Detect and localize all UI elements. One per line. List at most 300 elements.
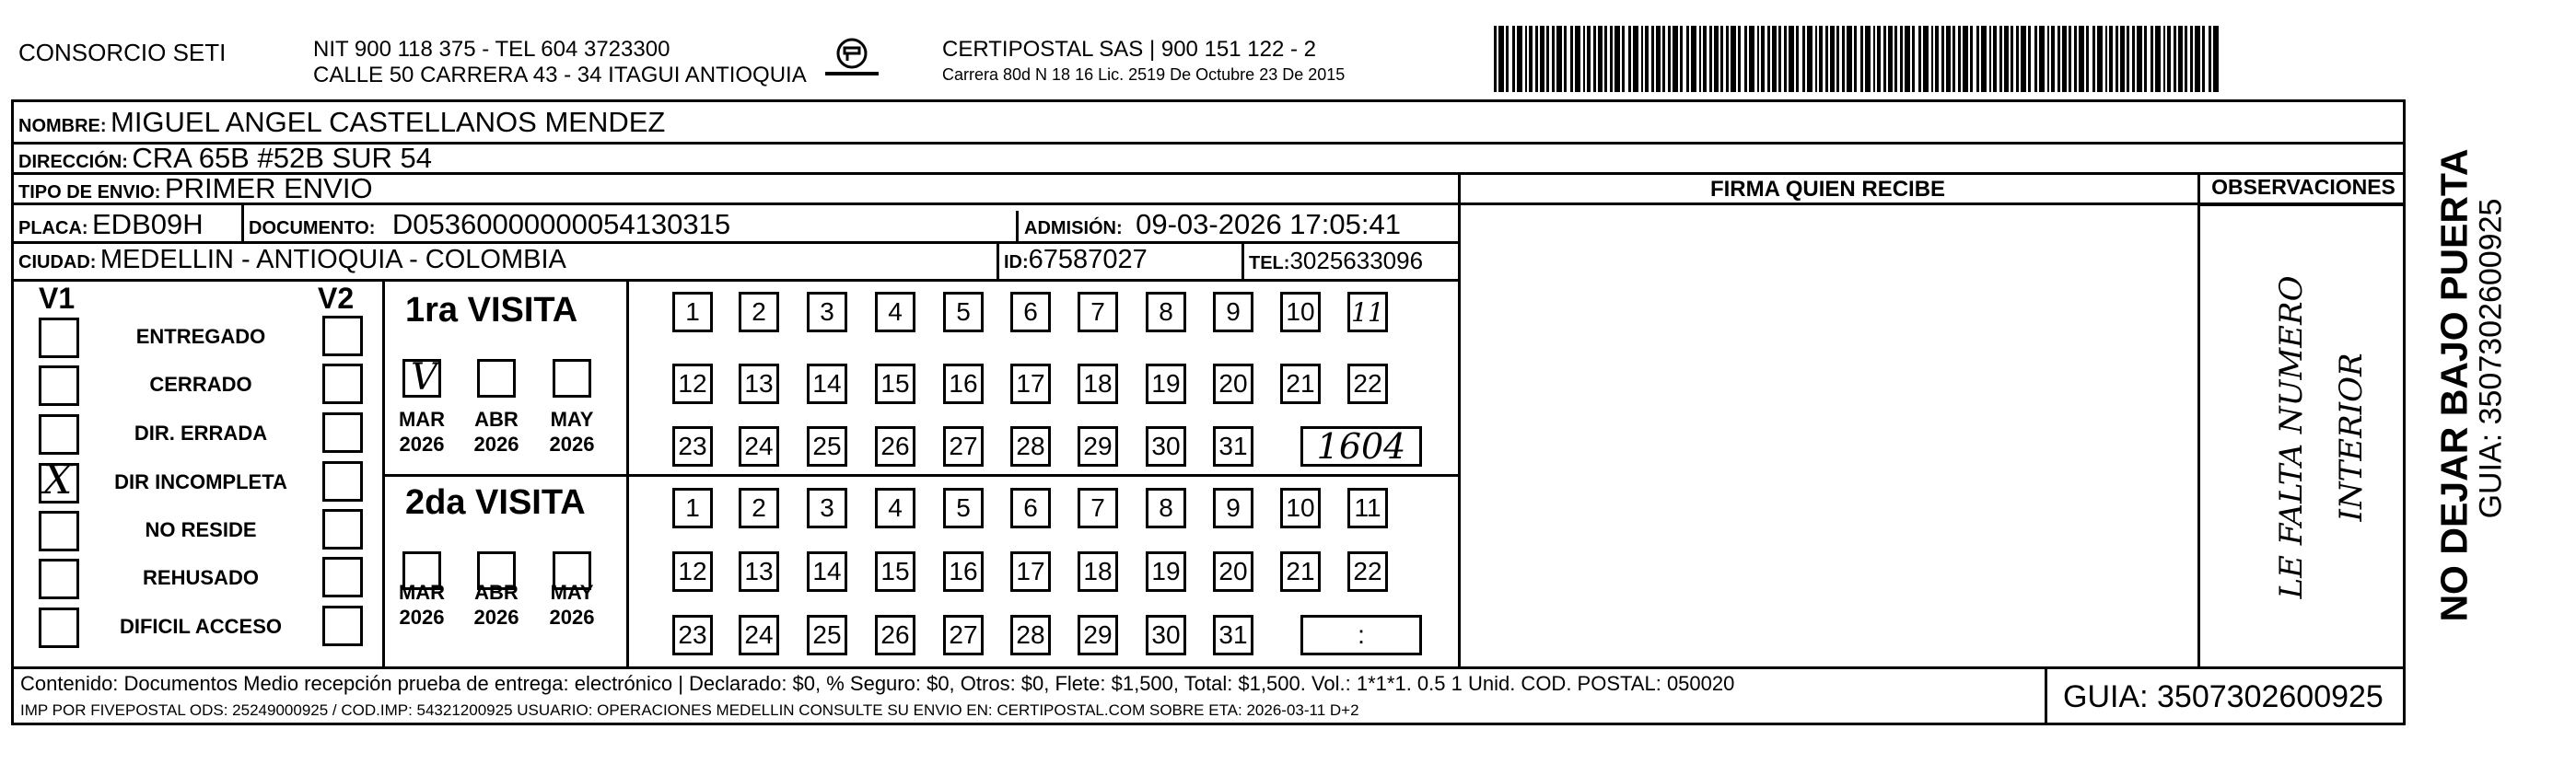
barcode-bar — [2028, 26, 2031, 92]
day-box[interactable] — [1146, 292, 1186, 332]
barcode-bar — [1517, 26, 1522, 92]
day-number: 11 — [1354, 493, 1381, 522]
day-number: 13 — [744, 557, 774, 585]
v2-checkbox[interactable] — [322, 606, 363, 646]
barcode-bar — [1873, 26, 1875, 92]
status-label: DIR INCOMPLETA — [114, 470, 287, 493]
barcode-bar — [1905, 26, 1910, 92]
day-number: 5 — [956, 297, 971, 326]
barcode-bar — [1918, 26, 1921, 92]
v1-checkbox[interactable] — [39, 608, 79, 648]
day-number: 25 — [812, 432, 842, 460]
day-box[interactable] — [1078, 292, 1118, 332]
day-number: 22 — [1353, 369, 1382, 398]
sender-nit: NIT 900 118 375 - TEL 604 3723300 — [313, 37, 670, 62]
day-box[interactable] — [1347, 364, 1388, 404]
barcode-bar — [2105, 26, 2107, 92]
day-number: 3 — [820, 493, 834, 522]
v1-checkbox[interactable] — [39, 365, 79, 406]
tel-value: 3025633096 — [1289, 247, 1424, 274]
day-box[interactable] — [672, 364, 713, 404]
barcode-bar — [1963, 26, 1968, 92]
day-number: 7 — [1090, 493, 1105, 522]
day-number: 20 — [1218, 557, 1248, 585]
barcode-bar — [1993, 26, 1997, 92]
day-number: 16 — [949, 369, 978, 398]
barcode-bar — [1506, 26, 1509, 92]
month-checkbox[interactable] — [402, 356, 441, 399]
day-box[interactable] — [739, 364, 779, 404]
observation-line-1: LE FALTA NUMERO — [2273, 275, 2310, 599]
barcode-bar — [1970, 26, 1973, 92]
barcode-bar — [2195, 26, 2200, 92]
day-box[interactable] — [943, 551, 984, 592]
time-value: : — [1358, 620, 1365, 649]
day-number: 12 — [678, 369, 707, 398]
month-name: MAR — [398, 408, 446, 431]
document-value: D05360000000054130315 — [391, 208, 731, 240]
barcode-bar — [1656, 26, 1661, 92]
day-number: 14 — [812, 369, 842, 398]
barcode-bar — [1668, 26, 1671, 92]
city-value: MEDELLIN - ANTIOQUIA - COLOMBIA — [99, 245, 566, 274]
day-box[interactable] — [875, 426, 915, 467]
barcode-bar — [1570, 26, 1573, 92]
observations-header: OBSERVACIONES — [2211, 175, 2395, 199]
day-number: 6 — [1023, 493, 1038, 522]
barcode-bar — [1989, 26, 1991, 92]
day-box[interactable] — [875, 615, 915, 655]
month-name: MAY — [550, 408, 594, 431]
barcode-bar — [2021, 26, 2026, 92]
barcode-bar — [1720, 26, 1723, 92]
day-box[interactable] — [875, 551, 915, 592]
barcode-bar — [1714, 26, 1719, 92]
v2-label: V2 — [318, 282, 355, 315]
recipient-address: CRA 65B #52B SUR 54 — [132, 142, 433, 174]
barcode-bar — [1583, 26, 1585, 92]
barcode-bar — [1598, 26, 1603, 92]
barcode-bar — [1699, 26, 1701, 92]
day-number: 16 — [949, 557, 978, 585]
barcode-bar — [1802, 26, 1805, 92]
day-number: 2 — [752, 493, 766, 522]
barcode-bar — [1525, 26, 1527, 92]
barcode-bar — [1587, 26, 1591, 92]
month-label — [540, 407, 604, 457]
day-number: 9 — [1226, 297, 1241, 326]
v1-checkbox[interactable] — [39, 559, 79, 599]
barcode-bar — [1976, 26, 1979, 92]
day-box[interactable] — [1010, 426, 1051, 467]
barcode-bar — [1883, 26, 1886, 92]
barcode-bar — [1807, 26, 1813, 92]
day-box[interactable] — [1213, 292, 1253, 332]
time-box[interactable] — [1300, 426, 1422, 467]
barcode-bar — [2174, 26, 2176, 92]
barcode-bar — [2137, 26, 2142, 92]
barcode-bar — [1815, 26, 1817, 92]
day-number: 30 — [1151, 432, 1181, 460]
barcode-bar — [1999, 26, 2002, 92]
barcode-bar — [1789, 26, 1794, 92]
admission-value: 09-03-2026 17:05:41 — [1136, 208, 1401, 240]
day-number: 27 — [949, 620, 978, 649]
observations-handwritten — [2199, 207, 2404, 666]
day-box[interactable] — [739, 292, 779, 332]
id-label: ID: — [1004, 252, 1029, 272]
plate-label: PLACA: — [18, 218, 88, 238]
day-box[interactable] — [943, 488, 984, 528]
month-year: 2026 — [473, 606, 519, 629]
day-box[interactable] — [1347, 292, 1388, 332]
barcode-bar — [1662, 26, 1665, 92]
barcode-bar — [1923, 26, 1929, 92]
barcode-bar — [1540, 26, 1544, 92]
barcode-bar — [1529, 26, 1533, 92]
barcode-bar — [2178, 26, 2183, 92]
imp-line: IMP POR FIVEPOSTAL ODS: 25249000925 / COD.IMP: 54321200925 USUARIO: OPERACIONES MEDELLIN CONSULTE SU ENVIO EN: CERTIPOSTAL.COM SOBRE ETA: 2026-03-11 D+2 — [20, 701, 1359, 719]
day-box[interactable] — [807, 615, 847, 655]
day-box[interactable] — [1347, 488, 1388, 528]
day-number: 26 — [880, 620, 910, 649]
barcode-bar — [1836, 26, 1839, 92]
day-box[interactable] — [739, 426, 779, 467]
day-number: 22 — [1353, 557, 1382, 585]
day-number: 10 — [1286, 493, 1315, 522]
day-box[interactable] — [943, 292, 984, 332]
day-box[interactable] — [1347, 551, 1388, 592]
barcode-bar — [1825, 26, 1828, 92]
day-box[interactable] — [875, 292, 915, 332]
barcode-bar — [1645, 26, 1649, 92]
status-label: REHUSADO — [143, 566, 259, 589]
barcode-bar — [1830, 26, 1835, 92]
day-box[interactable] — [1010, 488, 1051, 528]
v1-check-mark: X — [43, 457, 73, 504]
v2-checkbox[interactable] — [322, 412, 363, 453]
day-number: 15 — [880, 369, 910, 398]
day-number: 31 — [1218, 620, 1248, 649]
day-box[interactable] — [672, 615, 713, 655]
barcode-bar — [1854, 26, 1857, 92]
barcode-bar — [1535, 26, 1538, 92]
barcode-bar — [1941, 26, 1944, 92]
month-check-mark: V — [411, 356, 437, 399]
month-label — [540, 580, 604, 630]
day-number: 8 — [1159, 297, 1173, 326]
barcode-bar — [1651, 26, 1654, 92]
v1-checkbox[interactable] — [39, 511, 79, 551]
barcode-bar — [1512, 26, 1515, 92]
day-number: 18 — [1083, 557, 1113, 585]
day-number: 3 — [820, 297, 834, 326]
v1-label: V1 — [39, 282, 76, 315]
barcode-bar — [1767, 26, 1770, 92]
barcode-bar — [1935, 26, 1939, 92]
day-number: 28 — [1016, 620, 1045, 649]
day-box[interactable] — [1280, 551, 1321, 592]
barcode-bar — [1757, 26, 1759, 92]
day-number: 20 — [1218, 369, 1248, 398]
day-box[interactable] — [1078, 426, 1118, 467]
day-number: 1 — [685, 493, 700, 522]
barcode-graphic — [1494, 26, 2226, 92]
day-number: 25 — [812, 620, 842, 649]
day-box[interactable] — [1280, 364, 1321, 404]
barcode-bar — [2163, 26, 2165, 92]
barcode-bar — [2144, 26, 2147, 92]
day-number: 9 — [1226, 493, 1241, 522]
barcode-bar — [1865, 26, 1871, 92]
day-box[interactable] — [1078, 488, 1118, 528]
day-box[interactable] — [672, 551, 713, 592]
day-box[interactable] — [1146, 364, 1186, 404]
day-box[interactable] — [1146, 551, 1186, 592]
day-box[interactable] — [672, 292, 713, 332]
recipient-name: MIGUEL ANGEL CASTELLANOS MENDEZ — [111, 106, 666, 138]
barcode-bar — [2155, 26, 2161, 92]
day-box[interactable] — [807, 488, 847, 528]
day-box[interactable] — [1213, 615, 1253, 655]
day-number: 17 — [1016, 557, 1045, 585]
barcode-bar — [2074, 26, 2077, 92]
barcode-bar — [1575, 26, 1580, 92]
barcode-bar — [2127, 26, 2129, 92]
status-label: DIFICIL ACCESO — [119, 615, 282, 638]
day-number: 26 — [880, 432, 910, 460]
month-year: 2026 — [399, 433, 445, 456]
v1-checkbox[interactable] — [39, 457, 79, 504]
barcode-bar — [1546, 26, 1549, 92]
day-box[interactable] — [1146, 488, 1186, 528]
barcode — [1494, 26, 2226, 92]
barcode-bar — [1641, 26, 1643, 92]
side-guide: GUIA: 3507302600925 — [2473, 198, 2509, 519]
month-year: 2026 — [549, 433, 595, 456]
day-box[interactable] — [807, 551, 847, 592]
month-checkbox[interactable] — [477, 359, 516, 398]
barcode-bar — [2209, 26, 2211, 92]
day-box[interactable] — [943, 615, 984, 655]
barcode-bar — [1494, 26, 1497, 92]
barcode-bar — [1894, 26, 1897, 92]
v1-checkbox[interactable] — [39, 318, 79, 358]
company-license: Carrera 80d N 18 16 Lic. 2519 De Octubre 23 De 2015 — [942, 65, 1346, 84]
city-label: CIUDAD: — [18, 252, 97, 272]
barcode-bar — [2132, 26, 2135, 92]
day-number: 15 — [880, 557, 910, 585]
v2-checkbox[interactable] — [322, 461, 363, 502]
barcode-bar — [2167, 26, 2171, 92]
footer-guide: GUIA: 3507302600925 — [2063, 679, 2384, 714]
day-number: 7 — [1090, 297, 1105, 326]
barcode-bar — [1761, 26, 1765, 92]
day-number: 29 — [1083, 432, 1113, 460]
v1-checkbox[interactable] — [39, 414, 79, 455]
barcode-bar — [1900, 26, 1903, 92]
barcode-bar — [2092, 26, 2095, 92]
day-box[interactable] — [1146, 615, 1186, 655]
day-number: 10 — [1286, 297, 1315, 326]
barcode-bar — [1731, 26, 1736, 92]
barcode-bar — [2116, 26, 2118, 92]
day-box[interactable] — [943, 426, 984, 467]
sender-address: CALLE 50 CARRERA 43 - 34 ITAGUI ANTIOQUIA — [313, 63, 807, 87]
barcode-bar — [2185, 26, 2187, 92]
month-label — [390, 580, 454, 630]
day-number: 4 — [888, 493, 903, 522]
barcode-bar — [2190, 26, 2193, 92]
day-box[interactable] — [1213, 551, 1253, 592]
signature-header: FIRMA QUIEN RECIBE — [1709, 177, 1946, 202]
status-label: CERRADO — [149, 373, 252, 396]
day-box[interactable] — [1078, 364, 1118, 404]
barcode-bar — [1610, 26, 1613, 92]
day-box[interactable] — [1078, 551, 1118, 592]
barcode-bar — [1888, 26, 1893, 92]
barcode-bar — [1564, 26, 1567, 92]
v2-checkbox[interactable] — [322, 316, 363, 356]
v2-checkbox[interactable] — [322, 364, 363, 404]
day-number: 24 — [744, 620, 774, 649]
day-number: 31 — [1218, 432, 1248, 460]
barcode-bar — [1877, 26, 1881, 92]
barcode-bar — [1912, 26, 1915, 92]
day-number: 11 — [1351, 296, 1384, 328]
barcode-bar — [2034, 26, 2037, 92]
day-number: 28 — [1016, 432, 1045, 460]
day-box[interactable] — [739, 551, 779, 592]
barcode-bar — [1552, 26, 1555, 92]
month-name: ABR — [474, 408, 519, 431]
day-number: 23 — [678, 620, 707, 649]
day-box[interactable] — [1213, 426, 1253, 467]
barcode-bar — [1796, 26, 1799, 92]
day-number: 21 — [1286, 557, 1315, 585]
month-name: MAY — [550, 581, 594, 604]
name-label: NOMBRE: — [18, 116, 107, 136]
barcode-bar — [1726, 26, 1729, 92]
day-number: 4 — [888, 297, 903, 326]
day-box[interactable] — [1010, 551, 1051, 592]
shipping-type: PRIMER ENVIO — [164, 172, 373, 204]
barcode-bar — [2004, 26, 2009, 92]
month-checkbox[interactable] — [553, 359, 591, 398]
barcode-bar — [2086, 26, 2089, 92]
day-box[interactable] — [1280, 488, 1321, 528]
month-year: 2026 — [549, 606, 595, 629]
day-box[interactable] — [1146, 426, 1186, 467]
barcode-bar — [2062, 26, 2067, 92]
day-box[interactable] — [739, 615, 779, 655]
status-label: DIR. ERRADA — [134, 422, 268, 445]
day-number: 27 — [949, 432, 978, 460]
time-value: 1604 — [1316, 426, 1406, 467]
admission-label: ADMISIÓN: — [1024, 218, 1123, 238]
tel-label: TEL: — [1249, 253, 1290, 273]
day-box[interactable] — [875, 364, 915, 404]
day-box[interactable] — [1010, 615, 1051, 655]
day-number: 6 — [1023, 297, 1038, 326]
day-box[interactable] — [672, 426, 713, 467]
barcode-bar — [1958, 26, 1961, 92]
barcode-bar — [1778, 26, 1781, 92]
time-box[interactable] — [1300, 615, 1422, 655]
day-box[interactable] — [1213, 488, 1253, 528]
logo-icon — [820, 35, 884, 83]
address-label: DIRECCIÓN: — [18, 152, 128, 172]
day-number: 19 — [1151, 557, 1181, 585]
day-box[interactable] — [807, 426, 847, 467]
observation-line-2: INTERIOR — [2333, 353, 2370, 522]
barcode-bar — [2011, 26, 2013, 92]
day-box[interactable] — [1280, 292, 1321, 332]
day-box[interactable] — [1010, 364, 1051, 404]
day-box[interactable] — [1213, 364, 1253, 404]
day-box[interactable] — [1010, 292, 1051, 332]
visit2-title: 2da VISITA — [405, 483, 586, 522]
day-number: 30 — [1151, 620, 1181, 649]
side-warning: NO DEJAR BAJO PUERTA — [2432, 148, 2476, 622]
barcode-bar — [1498, 26, 1504, 92]
plate-value: EDB09H — [92, 208, 204, 240]
barcode-bar — [1593, 26, 1596, 92]
barcode-bar — [1686, 26, 1689, 92]
barcode-bar — [2213, 26, 2219, 92]
barcode-bar — [2047, 26, 2049, 92]
barcode-bar — [1842, 26, 1845, 92]
day-box[interactable] — [672, 488, 713, 528]
day-number: 5 — [956, 493, 971, 522]
barcode-bar — [1673, 26, 1678, 92]
v2-checkbox[interactable] — [322, 509, 363, 550]
day-box[interactable] — [807, 364, 847, 404]
day-box[interactable] — [943, 364, 984, 404]
status-label: ENTREGADO — [135, 325, 266, 348]
day-number: 21 — [1286, 369, 1315, 398]
company-name: CERTIPOSTAL SAS | 900 151 122 - 2 — [942, 37, 1316, 62]
certipostal-logo — [820, 35, 884, 83]
visit1-title: 1ra VISITA — [405, 291, 578, 330]
day-number: 12 — [678, 557, 707, 585]
barcode-bar — [1819, 26, 1823, 92]
barcode-bar — [1680, 26, 1683, 92]
day-box[interactable] — [875, 488, 915, 528]
day-number: 17 — [1016, 369, 1045, 398]
content-line: Contenido: Documentos Medio recepción prueba de entrega: electrónico | Declarado: $0, % Seguro: $0, Otros: $0, Flete: $1,500, Total: $1,500. Vol.: 1*1*1. 0.5 1 Unid. COD. POSTAL: 050020 — [20, 672, 1735, 695]
day-number: 14 — [812, 557, 842, 585]
barcode-bar — [2202, 26, 2205, 92]
barcode-bar — [2120, 26, 2125, 92]
document-label: DOCUMENTO: — [249, 218, 376, 238]
barcode-bar — [2051, 26, 2055, 92]
barcode-bar — [1703, 26, 1707, 92]
barcode-bar — [1946, 26, 1951, 92]
barcode-bar — [1847, 26, 1852, 92]
barcode-bar — [1860, 26, 1863, 92]
month-label — [464, 580, 529, 630]
shipping-label: TIPO DE ENVIO: — [18, 182, 161, 203]
v2-checkbox[interactable] — [322, 557, 363, 597]
day-box[interactable] — [739, 488, 779, 528]
day-box[interactable] — [807, 292, 847, 332]
day-number: 29 — [1083, 620, 1113, 649]
day-box[interactable] — [1078, 615, 1118, 655]
barcode-bar — [2109, 26, 2113, 92]
barcode-bar — [2079, 26, 2084, 92]
barcode-bar — [1749, 26, 1754, 92]
